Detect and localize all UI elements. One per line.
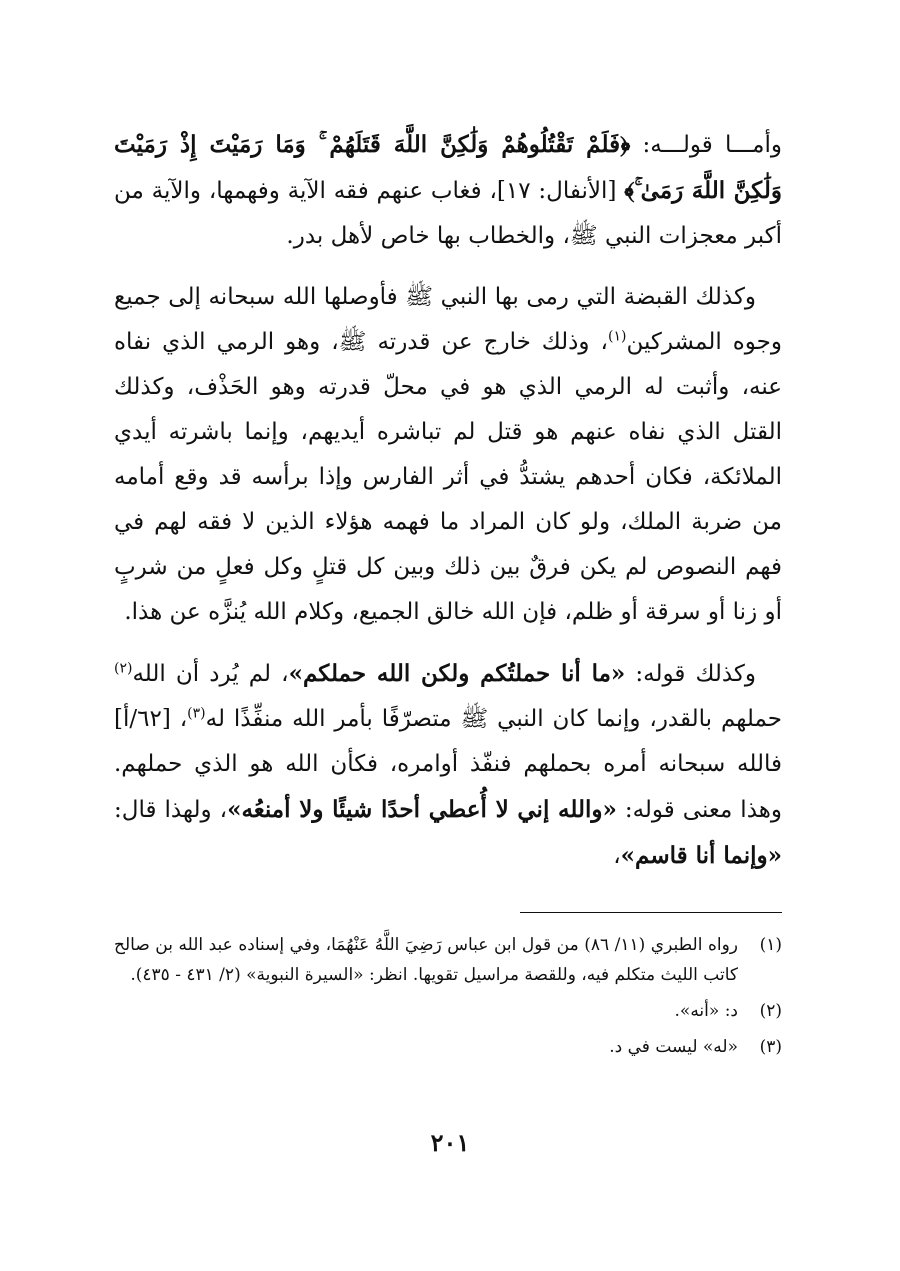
paragraph-3-part-5: ، ولهذا قال: (114, 797, 228, 823)
paragraph-3-part-2: ، لم يُرد أن الله (132, 661, 289, 687)
paragraph-3-part-6: ، (613, 843, 621, 869)
footnote-separator (520, 912, 782, 913)
paragraph-3-part-1: وكذلك قوله: (625, 661, 756, 687)
paragraph-1 (114, 122, 782, 259)
footnotes (114, 930, 782, 1068)
footnote-3 (114, 1032, 782, 1062)
paragraph-2-part-1: وكذلك القبضة التي رمى بها النبي ﷺ فأوصلها الله سبحانه إلى جميع وجوه المشركين (114, 284, 782, 355)
page-number: ٢٠١ (430, 1128, 470, 1157)
hadith-quote-1: «ما أنا حملتُكم ولكن الله حملكم» (288, 660, 626, 687)
paragraph-1-intro: وأمـــا قولـــه: (630, 132, 782, 158)
footnote-1 (114, 930, 782, 990)
quran-verse: ﴿فَلَمْ تَقْتُلُوهُمْ وَلَٰكِنَّ اللَّهَ قَتَلَهُمْ ۚ وَمَا رَمَيْتَ إِذْ رَمَيْتَ وَلَٰكِنَّ اللَّهَ رَمَىٰ ۚ﴾ (114, 131, 782, 204)
hadith-quote-3: «وإنما أنا قاسم» (620, 842, 782, 869)
paragraph-2-part-2: ، وذلك خارج عن قدرته ﷺ، وهو الرمي الذي نفاه عنه، وأثبت له الرمي الذي هو في محلّ قدرته وهو الحَذْف، وكذلك القتل الذي نفاه عنهم هو قتل لم تباشره أيديهم، وإنما باشرته أيدي الملائكة، فكان أحدهم يشتدُّ في أثر الفارس وإذا برأسه قد وقع أمامه من ضربة الملك، ولو كان المراد ما فهمه هؤلاء الذين لا فقه لهم في فهم النصوص لم يكن فرقٌ بين ذلك وبين كل قتلٍ وكل فعلٍ من شربٍ أو زنا أو سرقة أو ظلم، فإن الله خالق الجميع، وكلام الله يُنزَّه عن هذا. (114, 329, 782, 625)
footnote-1-text: رواه الطبري (١١/ ٨٦) من قول ابن عباس رَضِيَ اللَّهُ عَنْهُمَا، وفي إسناده عبد الله بن صالح كاتب الليث متكلم فيه، وللقصة مراسيل تقويها. انظر: «السيرة النبوية» (٢/ ٤٣١ - ٤٣٥). (114, 935, 738, 985)
footnote-1-number: (١) (759, 935, 782, 955)
footnote-2-text: د: «أنه». (674, 1001, 738, 1021)
paragraph-3-part-4: ، [٦٢/أ] فالله سبحانه أمره بحملهم فنفّذ أوامره، فكأن الله هو الذي حملهم. وهذا معنى قوله: (114, 706, 783, 823)
verse-citation: [الأنفال: ١٧] (496, 178, 625, 204)
footnote-3-text: «له» ليست في د. (609, 1037, 738, 1057)
footnote-2-number: (٢) (759, 1001, 782, 1021)
footnote-ref-1[interactable]: (١) (607, 328, 627, 345)
hadith-quote-2: «والله إني لا أُعطي أحدًا شيئًا ولا أمنعُه» (227, 796, 617, 823)
main-text (114, 122, 782, 895)
footnote-ref-3[interactable]: (٣) (187, 705, 206, 722)
paragraph-1-rest: ، فغاب عنهم فقه الآية وفهمها، والآية من أكبر معجزات النبي ﷺ، والخطاب بها خاص لأهل بدر. (114, 178, 782, 249)
footnote-2 (114, 996, 782, 1026)
paragraph-3-part-3: حملهم بالقدر، وإنما كان النبي ﷺ متصرّفًا بأمر الله منفِّذًا له (205, 706, 782, 732)
footnote-3-number: (٣) (759, 1037, 782, 1057)
footnote-ref-2[interactable]: (٢) (114, 660, 133, 677)
paragraph-2 (114, 275, 782, 635)
paragraph-3 (114, 651, 782, 879)
